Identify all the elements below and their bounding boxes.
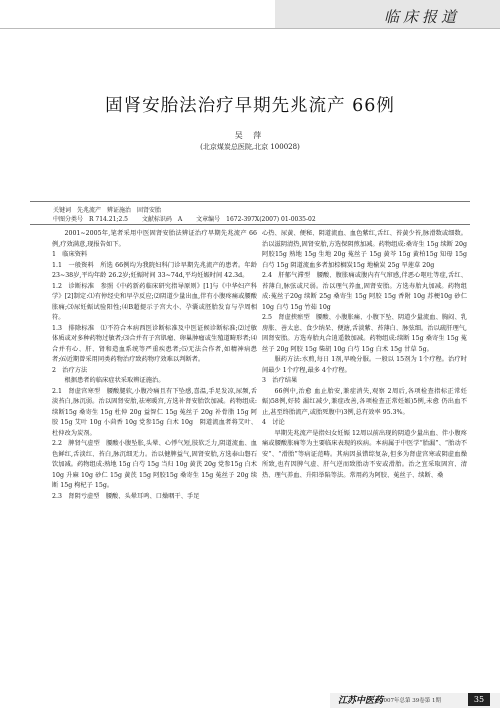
affiliation: (北京煤炭总医院,北京 100028) xyxy=(200,143,300,151)
section-label: 临床报道 xyxy=(383,8,460,26)
paragraph: 心热、尿黄、便秘、阴道流血、血色紫红,舌红、苔黄少苔,脉滑数或细数。治以滋阴清热,固肾安胎,方选保阴煎加减。药物组成:桑寄生 15g 续断 20g 阿胶15g 熟地 15g 生地 20g 菟丝子 15g 黄芩 15g 黄柏15g 知母 15g 白芍 15g 阴道流血多者加棕榈炭15g 地榆炭 25g 旱莲草 20g xyxy=(262,230,467,269)
journal-name: 江苏中医药 xyxy=(338,696,384,706)
classification-line xyxy=(53,214,328,223)
paragraph: 2001~2005年,笔者采用中医固肾安胎法辨证治疗早期先兆流产 66例,疗效满意,现报告如下。 xyxy=(52,230,257,248)
header-rule xyxy=(0,28,500,29)
section-heading: 1 临床资料 xyxy=(52,251,88,258)
header-band xyxy=(275,0,500,28)
issue-info: 2007年总第 39卷第 1期 xyxy=(380,698,441,704)
paragraph: 2.2 脾肾气虚型 腰酸小腹坠胀,头晕、心悸气短,肢软乏力,阴道流血、血色鲜红,舌淡红、苔白,脉沉细无力。治以健脾益气,固肾安胎,方选泰山磐石饮加减。药物组成:熟地 15g 白芍 15g 当归 10g 黄芪 20g 党参15g 白术 10g 升麻 10g 砂仁 15g 黄芪 15g 阿胶15g 桑寄生 15g 菟丝子 20g 续断 15g 枸杞子 15g。 xyxy=(52,440,257,489)
paragraph: 早期先兆流产是指妇女妊娠 12周以前出现的阴道少量出血、伴小腹疼痛或腰酸胀痛等为主要临床表现的疾病。本病属于中医学“胎漏”、“胎动不安”、“滑胎”等病证范畴。其病因虽错综复杂,但多为肾虚宫寒或阴虚血燥所致,也有因脾气虚、肝气逆而致胎动不安或滑胎。治之宜采取固宫、清热、理气养血、升阳举陷等法。常用药为阿胶、菟丝子、续断、桑 xyxy=(262,429,467,479)
keywords: 关键词 先兆流产 辨证施治 固肾安胎 xyxy=(53,207,162,214)
paragraph: 1.2 诊断标准 参照《中药新药临床研究指导原则》[1]与《中华妇产科学》[2]制定:⑴有停经史和早孕反应;⑵阴道少量出血,伴有小腹疼痛或腰酸胀痛;⑶尿妊娠试验阳性;⑷B超提示子宫大小、孕囊或胚胎发育与孕周相符。 xyxy=(52,282,257,321)
section-heading: 2 治疗方法 xyxy=(52,366,88,374)
paragraph: 1.3 排除标准 ⑴不符合本病西医诊断标准及中医证候诊断标准;⑵过敏体质或对多种药物过敏者;⑶合并有子宫肌瘤、卵巢肿瘤或生殖道畸形者;⑷合并有心、肝、肾和造血系统等严重疾患者;⑸无法合作者,如精神病患者;⑹近期曾采用同类药物治疗致药物疗效难以判断者。 xyxy=(52,324,257,363)
author: 吴 萍 xyxy=(234,131,266,140)
paragraph: 2.5 肾虚挟瘀型 腰酸、小腹胀痛、小腹下坠、阴道少量流血、胸闷、乳房胀、善太息、食少纳呆、便溏,舌淡紫、苔薄白、脉弦细。治以疏肝理气,固肾安胎。方选寿胎丸合逍遥散加减。药物组成:续断 15g 桑寄生 15g 菟丝子 20g 阿胶 15g 柴胡 10g 白芍 15g 白术 15g 甘草 5g。 xyxy=(262,314,467,353)
left-column xyxy=(52,229,257,502)
right-column xyxy=(262,229,467,481)
paragraph: 2.1 肾虚宫寒型 腰酸腿软,小腹冷痛且有下坠感,喜温,手足发凉,尿频,舌淡苔白,脉沉弱。治以固肾安胎,祛寒暖宫,方选补肾安胎饮加减。药物组成:续断15g 桑寄生 15g 杜仲 20g 益智仁 15g 菟丝子 20g 补骨脂 15g 阿胶 15g 艾叶 10g 小茴香 10g 党参15g 白术 10g 阴道流血者将艾叶、杜仲改为炭剂。 xyxy=(52,387,257,437)
article-id: 文章编号 1672-397X(2007) 01-0035-02 xyxy=(196,216,316,223)
keywords-line xyxy=(53,205,173,214)
paragraph: 根据患者的临床症状采取辨证施治。 xyxy=(64,377,165,384)
doc-code: 文献标识码 A xyxy=(141,216,183,223)
paragraph: 2.4 肝郁气滞型 腰酸、腹胀痛或腹内有气窜感,伴恶心呕吐等症,舌红、苔薄白,脉弦或尺弱。治以理气养血,固肾安胎。方选寿胎丸加减。药物组成:菟丝子20g 续断 25g 桑寄生 15g 阿胶 15g 香附 10g 苏梗10g 砂仁 10g 白芍 15g 竹茹 10g xyxy=(262,272,467,311)
paragraph: 服药方法:水煎,每日 1剂,早晚分服。一般以 15剂为 1个疗程。治疗时间最少 1个疗程,最多 4个疗程。 xyxy=(262,356,467,374)
page-number: 35 xyxy=(468,693,490,706)
section-heading: 3 治疗结果 xyxy=(262,377,298,384)
clc-number: 中图分类号 R 714.21;2.5 xyxy=(53,216,128,223)
meta-rule-top xyxy=(30,201,470,202)
article-title: 固肾安胎法治疗早期先兆流产 66例 xyxy=(105,96,395,116)
section-heading: 4 讨论 xyxy=(262,419,285,426)
paragraph: 66例中,治愈 血止胎安,兼症消失,观察 2周后,各项检查指标正常妊娠)58例,好转 漏红减少,兼症改善,各项检查正常妊娠)5例,未愈 仍出血不止,甚至终胎流产,或胎死腹中)3例,总有效率 95.3%。 xyxy=(262,387,467,416)
paragraph: 2.3 肾阴亏虚型 腰酸、头晕耳鸣、口燥咽干、手足 xyxy=(52,492,200,500)
meta-rule-bottom xyxy=(30,224,470,225)
paragraph: 1.1 一般资料 所选 66例均为我院妇科门诊早期先兆流产的患者。年龄 23~38岁,平均年龄 26.2岁;妊娠时间 33~74d,平均妊娠时间 42.3d。 xyxy=(52,261,257,279)
